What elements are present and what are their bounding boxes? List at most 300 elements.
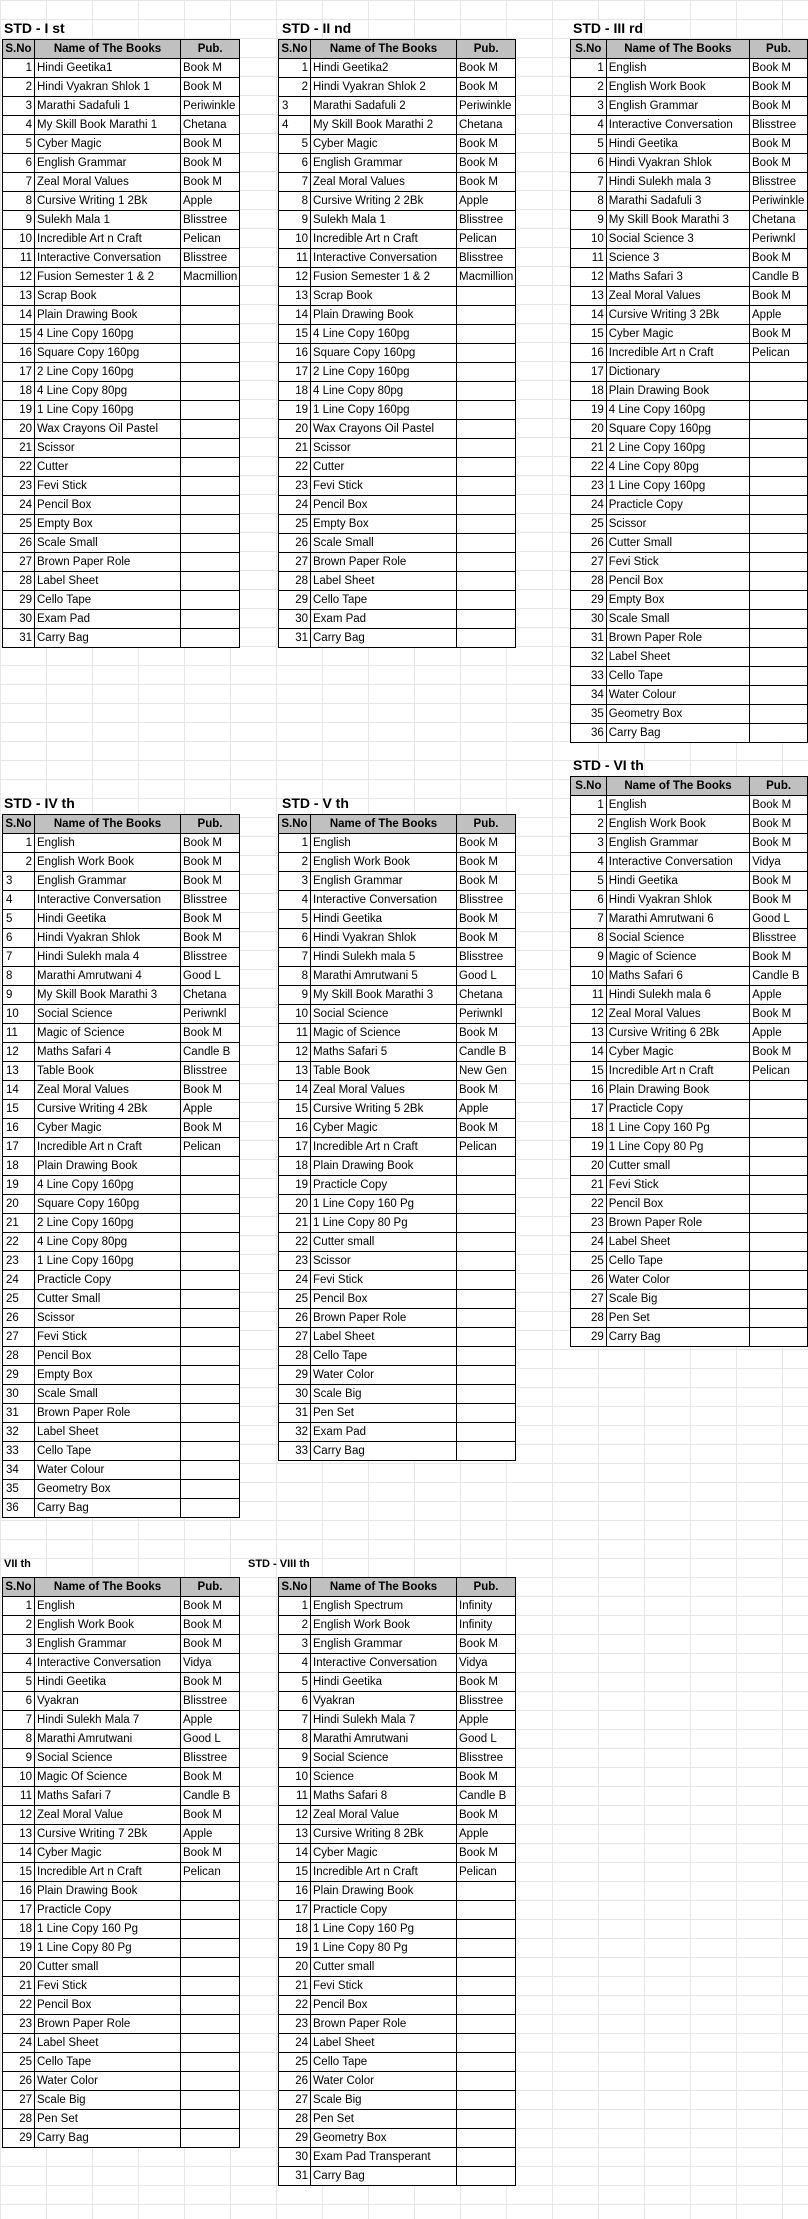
book-name-cell: Carry Bag (311, 2167, 457, 2186)
book-name-cell: English Grammar (35, 1635, 181, 1654)
book-name-cell: Cutter Small (606, 534, 749, 553)
book-name-cell: Dictionary (606, 363, 749, 382)
book-name-cell: Carry Bag (35, 1499, 181, 1518)
table-row (279, 1366, 516, 1385)
sno-cell: 33 (3, 1442, 35, 1461)
book-name-cell: Square Copy 160pg (35, 344, 181, 363)
sno-cell: 17 (3, 1901, 35, 1920)
table-row (3, 1062, 240, 1081)
book-name-cell: Interactive Conversation (311, 891, 457, 910)
book-name-cell: Marathi Sadafuli 1 (35, 97, 181, 116)
book-name-cell: English (606, 796, 749, 815)
sno-cell: 15 (3, 1100, 35, 1119)
publisher-cell (181, 1195, 240, 1214)
table-row (279, 249, 516, 268)
publisher-cell (181, 1939, 240, 1958)
book-name-cell: Interactive Conversation (606, 116, 749, 135)
table-row (279, 230, 516, 249)
book-name-cell: Plain Drawing Book (311, 1157, 457, 1176)
book-name-cell: Zeal Moral Values (35, 1081, 181, 1100)
table-row (279, 2034, 516, 2053)
sno-cell: 29 (571, 591, 607, 610)
sno-cell: 19 (279, 1176, 311, 1195)
book-name-cell: Brown Paper Role (35, 2015, 181, 2034)
book-name-cell: Magic of Science (606, 948, 749, 967)
sno-cell: 13 (279, 1825, 311, 1844)
table-row (279, 268, 516, 287)
table-row (571, 1328, 808, 1347)
table-row (571, 1176, 808, 1195)
table-row (571, 853, 808, 872)
book-name-cell: Plain Drawing Book (606, 1081, 749, 1100)
table-row (571, 116, 808, 135)
table-row (279, 363, 516, 382)
header-name: Name of The Books (35, 815, 181, 834)
table-row (279, 439, 516, 458)
table-row (279, 1996, 516, 2015)
book-name-cell: Label Sheet (35, 572, 181, 591)
table-row (3, 1996, 240, 2015)
publisher-cell: Book M (181, 853, 240, 872)
publisher-cell: Book M (750, 891, 808, 910)
sno-cell: 31 (3, 629, 35, 648)
publisher-cell: Book M (457, 78, 516, 97)
sno-cell: 26 (3, 1309, 35, 1328)
publisher-cell (750, 363, 808, 382)
book-name-cell: Pen Set (311, 1404, 457, 1423)
publisher-cell: Book M (457, 853, 516, 872)
table-row (3, 1882, 240, 1901)
publisher-cell: Blisstree (750, 116, 808, 135)
sno-cell: 24 (3, 2034, 35, 2053)
sno-cell: 12 (3, 1043, 35, 1062)
table-row (279, 59, 516, 78)
table-row (3, 1711, 240, 1730)
sno-cell: 2 (279, 78, 311, 97)
sno-cell: 27 (279, 1328, 311, 1347)
publisher-cell (181, 1958, 240, 1977)
publisher-cell (457, 325, 516, 344)
publisher-cell (457, 287, 516, 306)
table-row (279, 2129, 516, 2148)
sno-cell: 31 (3, 1404, 35, 1423)
publisher-cell: Apple (181, 1825, 240, 1844)
book-name-cell: 2 Line Copy 160pg (606, 439, 749, 458)
sno-cell: 20 (279, 1958, 311, 1977)
sno-cell: 30 (3, 610, 35, 629)
publisher-cell (750, 1271, 808, 1290)
sno-cell: 1 (571, 796, 607, 815)
sno-cell: 5 (279, 1673, 311, 1692)
sno-cell: 19 (3, 401, 35, 420)
sno-cell: 31 (279, 1404, 311, 1423)
publisher-cell (457, 1195, 516, 1214)
book-name-cell: 2 Line Copy 160pg (311, 363, 457, 382)
sno-cell: 25 (571, 515, 607, 534)
sno-cell: 36 (3, 1499, 35, 1518)
publisher-cell (750, 1214, 808, 1233)
table-row (571, 910, 808, 929)
table-row (3, 78, 240, 97)
publisher-cell: Periwnkl (181, 1005, 240, 1024)
sno-cell: 7 (3, 173, 35, 192)
table-row (3, 1214, 240, 1233)
publisher-cell: Blisstree (750, 173, 808, 192)
book-name-cell: Cello Tape (35, 591, 181, 610)
table-row (571, 1005, 808, 1024)
table-header-row (571, 777, 808, 796)
table-row (279, 1233, 516, 1252)
table-row (571, 1195, 808, 1214)
publisher-cell (181, 1977, 240, 1996)
book-name-cell: Scale Small (35, 1385, 181, 1404)
sno-cell: 3 (279, 1635, 311, 1654)
book-name-cell: Hindi Geetika (311, 910, 457, 929)
book-name-cell: 4 Line Copy 160pg (606, 401, 749, 420)
book-name-cell: Pencil Box (35, 1347, 181, 1366)
book-name-cell: Social Science (606, 929, 749, 948)
sno-cell: 5 (571, 135, 607, 154)
sno-cell: 4 (571, 853, 607, 872)
publisher-cell (457, 1214, 516, 1233)
sno-cell: 28 (571, 572, 607, 591)
book-name-cell: Maths Safari 3 (606, 268, 749, 287)
publisher-cell (457, 496, 516, 515)
book-name-cell: Hindi Geetika (606, 872, 749, 891)
publisher-cell: Blisstree (750, 929, 808, 948)
book-name-cell: 1 Line Copy 80 Pg (35, 1939, 181, 1958)
table-row (571, 1043, 808, 1062)
sno-cell: 18 (3, 1920, 35, 1939)
publisher-cell (181, 1328, 240, 1347)
sno-cell: 7 (279, 1711, 311, 1730)
publisher-cell: Pelican (750, 1062, 808, 1081)
book-name-cell: Zeal Moral Values (606, 1005, 749, 1024)
publisher-cell: Book M (181, 1616, 240, 1635)
publisher-cell (181, 1157, 240, 1176)
table-row (279, 192, 516, 211)
publisher-cell: Book M (750, 97, 808, 116)
publisher-cell (750, 458, 808, 477)
publisher-cell (457, 1901, 516, 1920)
sno-cell: 27 (279, 553, 311, 572)
publisher-cell: Blisstree (181, 249, 240, 268)
sno-cell: 23 (571, 1214, 607, 1233)
table-row (571, 97, 808, 116)
header-sno: S.No (3, 40, 35, 59)
sno-cell: 8 (279, 967, 311, 986)
table-row (571, 815, 808, 834)
publisher-cell (181, 1920, 240, 1939)
publisher-cell (181, 287, 240, 306)
sno-cell: 6 (571, 154, 607, 173)
book-name-cell: Magic Of Science (35, 1768, 181, 1787)
header-name: Name of The Books (606, 777, 749, 796)
publisher-cell (181, 629, 240, 648)
table-row (3, 458, 240, 477)
table-row (3, 834, 240, 853)
book-name-cell: Label Sheet (35, 2034, 181, 2053)
publisher-cell: Candle B (750, 967, 808, 986)
sno-cell: 21 (279, 1977, 311, 1996)
table-row (571, 1271, 808, 1290)
table-row (279, 420, 516, 439)
table-row (279, 572, 516, 591)
sno-cell: 23 (279, 1252, 311, 1271)
table-row (3, 1043, 240, 1062)
publisher-cell: Book M (457, 1673, 516, 1692)
book-name-cell: Geometry Box (35, 1480, 181, 1499)
table-row (3, 1597, 240, 1616)
book-name-cell: Hindi Sulekh mala 4 (35, 948, 181, 967)
sno-cell: 22 (3, 458, 35, 477)
header-name: Name of The Books (311, 40, 457, 59)
sno-cell: 3 (279, 872, 311, 891)
publisher-cell (181, 572, 240, 591)
publisher-cell: Candle B (181, 1043, 240, 1062)
table-row (571, 287, 808, 306)
table-row (571, 1100, 808, 1119)
book-name-cell: Cyber Magic (35, 1844, 181, 1863)
table-row (279, 591, 516, 610)
book-name-cell: Brown Paper Role (606, 629, 749, 648)
publisher-cell: Chetana (181, 116, 240, 135)
table-row (279, 287, 516, 306)
book-name-cell: Empty Box (606, 591, 749, 610)
table-row (279, 496, 516, 515)
sno-cell: 1 (279, 834, 311, 853)
table-row (3, 1480, 240, 1499)
publisher-cell (181, 2034, 240, 2053)
book-name-cell: Scrap Book (35, 287, 181, 306)
table-row (3, 2015, 240, 2034)
sno-cell: 13 (571, 287, 607, 306)
publisher-cell: Book M (750, 135, 808, 154)
sno-cell: 13 (3, 287, 35, 306)
book-name-cell: Empty Box (35, 1366, 181, 1385)
table-row (3, 1024, 240, 1043)
table-row (3, 1176, 240, 1195)
table-row (571, 477, 808, 496)
sno-cell: 11 (571, 249, 607, 268)
table-row (3, 173, 240, 192)
table-row (3, 1730, 240, 1749)
sno-cell: 9 (279, 211, 311, 230)
sno-cell: 22 (279, 1233, 311, 1252)
publisher-cell (181, 401, 240, 420)
publisher-cell: Book M (181, 1081, 240, 1100)
book-name-cell: English Grammar (35, 154, 181, 173)
book-name-cell: 2 Line Copy 160pg (35, 1214, 181, 1233)
section-title: STD - IV th (4, 795, 75, 811)
sno-cell: 26 (571, 1271, 607, 1290)
sno-cell: 6 (571, 891, 607, 910)
book-name-cell: Interactive Conversation (35, 249, 181, 268)
table-row (3, 2034, 240, 2053)
sno-cell: 16 (3, 1882, 35, 1901)
header-sno: S.No (571, 40, 607, 59)
publisher-cell (457, 2015, 516, 2034)
publisher-cell (457, 401, 516, 420)
book-name-cell: Square Copy 160pg (606, 420, 749, 439)
table-row (3, 1768, 240, 1787)
sno-cell: 9 (279, 1749, 311, 1768)
sno-cell: 30 (279, 2148, 311, 2167)
book-name-cell: Water Colour (606, 686, 749, 705)
book-name-cell: Cyber Magic (311, 1844, 457, 1863)
sno-cell: 16 (571, 1081, 607, 1100)
book-name-cell: Scale Small (311, 534, 457, 553)
sno-cell: 20 (279, 420, 311, 439)
book-name-cell: Carry Bag (606, 724, 749, 743)
publisher-cell (750, 667, 808, 686)
table-row (3, 192, 240, 211)
book-name-cell: Hindi Sulekh Mala 7 (35, 1711, 181, 1730)
book-name-cell: English Work Book (35, 853, 181, 872)
publisher-cell: Apple (750, 986, 808, 1005)
sno-cell: 22 (3, 1996, 35, 2015)
table-row (279, 629, 516, 648)
publisher-cell: Book M (457, 135, 516, 154)
book-name-cell: Cyber Magic (35, 135, 181, 154)
publisher-cell (181, 496, 240, 515)
table-row (3, 1366, 240, 1385)
table-row (3, 1442, 240, 1461)
publisher-cell (457, 1442, 516, 1461)
table-row (3, 2110, 240, 2129)
publisher-cell (181, 1882, 240, 1901)
table-row (3, 515, 240, 534)
sno-cell: 21 (3, 1977, 35, 1996)
book-name-cell: 4 Line Copy 160pg (35, 325, 181, 344)
table-row (3, 853, 240, 872)
book-name-cell: Table Book (311, 1062, 457, 1081)
table-row (279, 853, 516, 872)
publisher-cell (181, 1480, 240, 1499)
table-row (3, 1195, 240, 1214)
sno-cell: 34 (3, 1461, 35, 1480)
book-name-cell: Cutter small (311, 1958, 457, 1977)
sno-cell: 35 (3, 1480, 35, 1499)
table-row (3, 610, 240, 629)
table-row (3, 1138, 240, 1157)
sno-cell: 5 (279, 135, 311, 154)
table-row (571, 1081, 808, 1100)
sno-cell: 12 (3, 268, 35, 287)
sno-cell: 1 (3, 59, 35, 78)
sno-cell: 11 (279, 249, 311, 268)
sno-cell: 11 (3, 1024, 35, 1043)
table-row (571, 796, 808, 815)
sno-cell: 32 (3, 1423, 35, 1442)
sno-cell: 10 (571, 967, 607, 986)
publisher-cell (750, 1195, 808, 1214)
table-row (279, 2110, 516, 2129)
book-name-cell: Hindi Geetika2 (311, 59, 457, 78)
sno-cell: 13 (3, 1062, 35, 1081)
publisher-cell: Macmillion (457, 268, 516, 287)
book-name-cell: Geometry Box (311, 2129, 457, 2148)
book-name-cell: My Skill Book Marathi 2 (311, 116, 457, 135)
sno-cell: 1 (279, 59, 311, 78)
book-name-cell: Scissor (606, 515, 749, 534)
table-row (3, 2091, 240, 2110)
publisher-cell (750, 1176, 808, 1195)
sno-cell: 25 (3, 1290, 35, 1309)
sno-cell: 8 (3, 192, 35, 211)
table-row (571, 705, 808, 724)
book-name-cell: Carry Bag (311, 1442, 457, 1461)
sno-cell: 4 (3, 1654, 35, 1673)
sno-cell: 29 (571, 1328, 607, 1347)
publisher-cell: Book M (750, 834, 808, 853)
book-name-cell: 4 Line Copy 80pg (35, 382, 181, 401)
table-row (571, 382, 808, 401)
sno-cell: 24 (279, 1271, 311, 1290)
book-name-cell: Plain Drawing Book (35, 1157, 181, 1176)
table-row (279, 1347, 516, 1366)
table-row (279, 2015, 516, 2034)
table-row (571, 1252, 808, 1271)
table-row (571, 686, 808, 705)
sno-cell: 10 (279, 230, 311, 249)
book-name-cell: Pencil Box (35, 496, 181, 515)
publisher-cell (457, 2110, 516, 2129)
sno-cell: 1 (3, 834, 35, 853)
publisher-cell (457, 2091, 516, 2110)
publisher-cell (181, 1214, 240, 1233)
publisher-cell: Pelican (181, 230, 240, 249)
publisher-cell: Good L (181, 1730, 240, 1749)
book-name-cell: Pencil Box (606, 1195, 749, 1214)
table-row (279, 2072, 516, 2091)
sno-cell: 29 (279, 2129, 311, 2148)
table-row (3, 1385, 240, 1404)
book-name-cell: Maths Safari 6 (606, 967, 749, 986)
sno-cell: 1 (279, 1597, 311, 1616)
publisher-cell: Vidya (750, 853, 808, 872)
book-name-cell: Zeal Moral Values (311, 1081, 457, 1100)
sno-cell: 8 (279, 1730, 311, 1749)
sno-cell: 21 (3, 439, 35, 458)
sno-cell: 25 (3, 2053, 35, 2072)
publisher-cell (181, 1499, 240, 1518)
sno-cell: 25 (279, 2053, 311, 2072)
book-name-cell: My Skill Book Marathi 3 (35, 986, 181, 1005)
table-row (279, 1024, 516, 1043)
publisher-cell (457, 306, 516, 325)
sno-cell: 17 (571, 363, 607, 382)
header-sno: S.No (279, 1578, 311, 1597)
publisher-cell: Pelican (181, 1138, 240, 1157)
sno-cell: 17 (3, 1138, 35, 1157)
book-name-cell: Scale Small (606, 610, 749, 629)
sno-cell: 21 (571, 439, 607, 458)
sno-cell: 4 (279, 1654, 311, 1673)
sno-cell: 3 (3, 872, 35, 891)
publisher-cell: Blisstree (457, 948, 516, 967)
header-name: Name of The Books (311, 1578, 457, 1597)
book-name-cell: Empty Box (311, 515, 457, 534)
table-row (279, 1692, 516, 1711)
publisher-cell (750, 1233, 808, 1252)
publisher-cell (750, 1157, 808, 1176)
publisher-cell: Book M (750, 287, 808, 306)
sno-cell: 4 (3, 116, 35, 135)
book-list-table (570, 39, 808, 743)
sno-cell: 16 (3, 344, 35, 363)
table-row (3, 1309, 240, 1328)
